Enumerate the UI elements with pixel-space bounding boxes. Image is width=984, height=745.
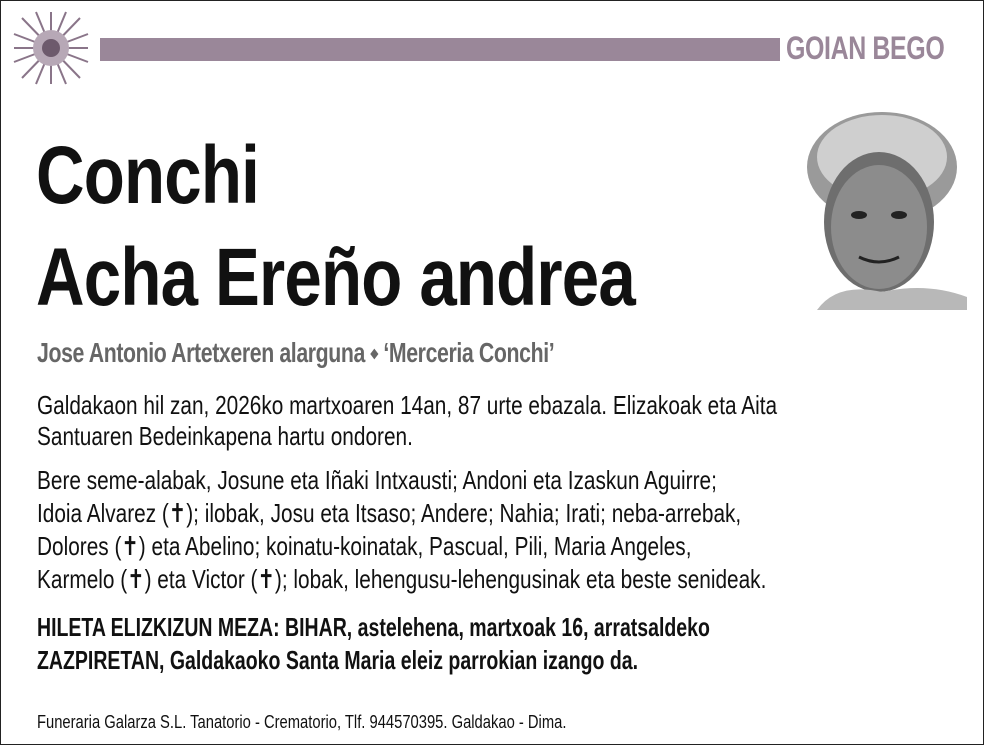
death-notice-line: Galdakaon hil zan, 2026ko martxoaren 14an, 87 urte ebazala. Elizakoak eta Aita bbox=[37, 390, 778, 420]
subtitle: Jose Antonio Artetxeren alarguna ⬩ ‘Merceria Conchi’ bbox=[37, 337, 555, 368]
deceased-surname: Acha Ereño andrea bbox=[36, 232, 635, 323]
family-line: Idoia Alvarez (✝); ilobak, Josu eta Itsaso; Andere; Nahia; Irati; neba-arrebak, bbox=[37, 498, 742, 528]
header-bar bbox=[100, 38, 780, 61]
funeral-line: ZAZPIRETAN, Galdakaoko Santa Maria eleiz parrokian izango da. bbox=[37, 645, 639, 675]
family-line: Bere seme-alabak, Josune eta Iñaki Intxausti; Andoni eta Izaskun Aguirre; bbox=[37, 465, 717, 495]
funeral-line: HILETA ELIZKIZUN MEZA: BIHAR, astelehena, martxoak 16, arratsaldeko bbox=[37, 612, 710, 642]
death-notice-line: Santuaren Bedeinkapena hartu ondoren. bbox=[37, 421, 413, 451]
deceased-first-name: Conchi bbox=[36, 130, 259, 221]
deceased-photo bbox=[797, 97, 967, 310]
family-line: Karmelo (✝) eta Victor (✝); lobak, lehengusu-lehengusinak eta beste senideak. bbox=[37, 564, 767, 594]
funeral-home-footer: Funeraria Galarza S.L. Tanatorio - Crematorio, Tlf. 944570395. Galdakao - Dima. bbox=[37, 712, 567, 732]
flower-ornament-icon bbox=[8, 8, 94, 88]
family-line: Dolores (✝) eta Abelino; koinatu-koinatak, Pascual, Pili, Maria Angeles, bbox=[37, 531, 692, 561]
header-title: GOIAN BEGO bbox=[786, 30, 945, 66]
